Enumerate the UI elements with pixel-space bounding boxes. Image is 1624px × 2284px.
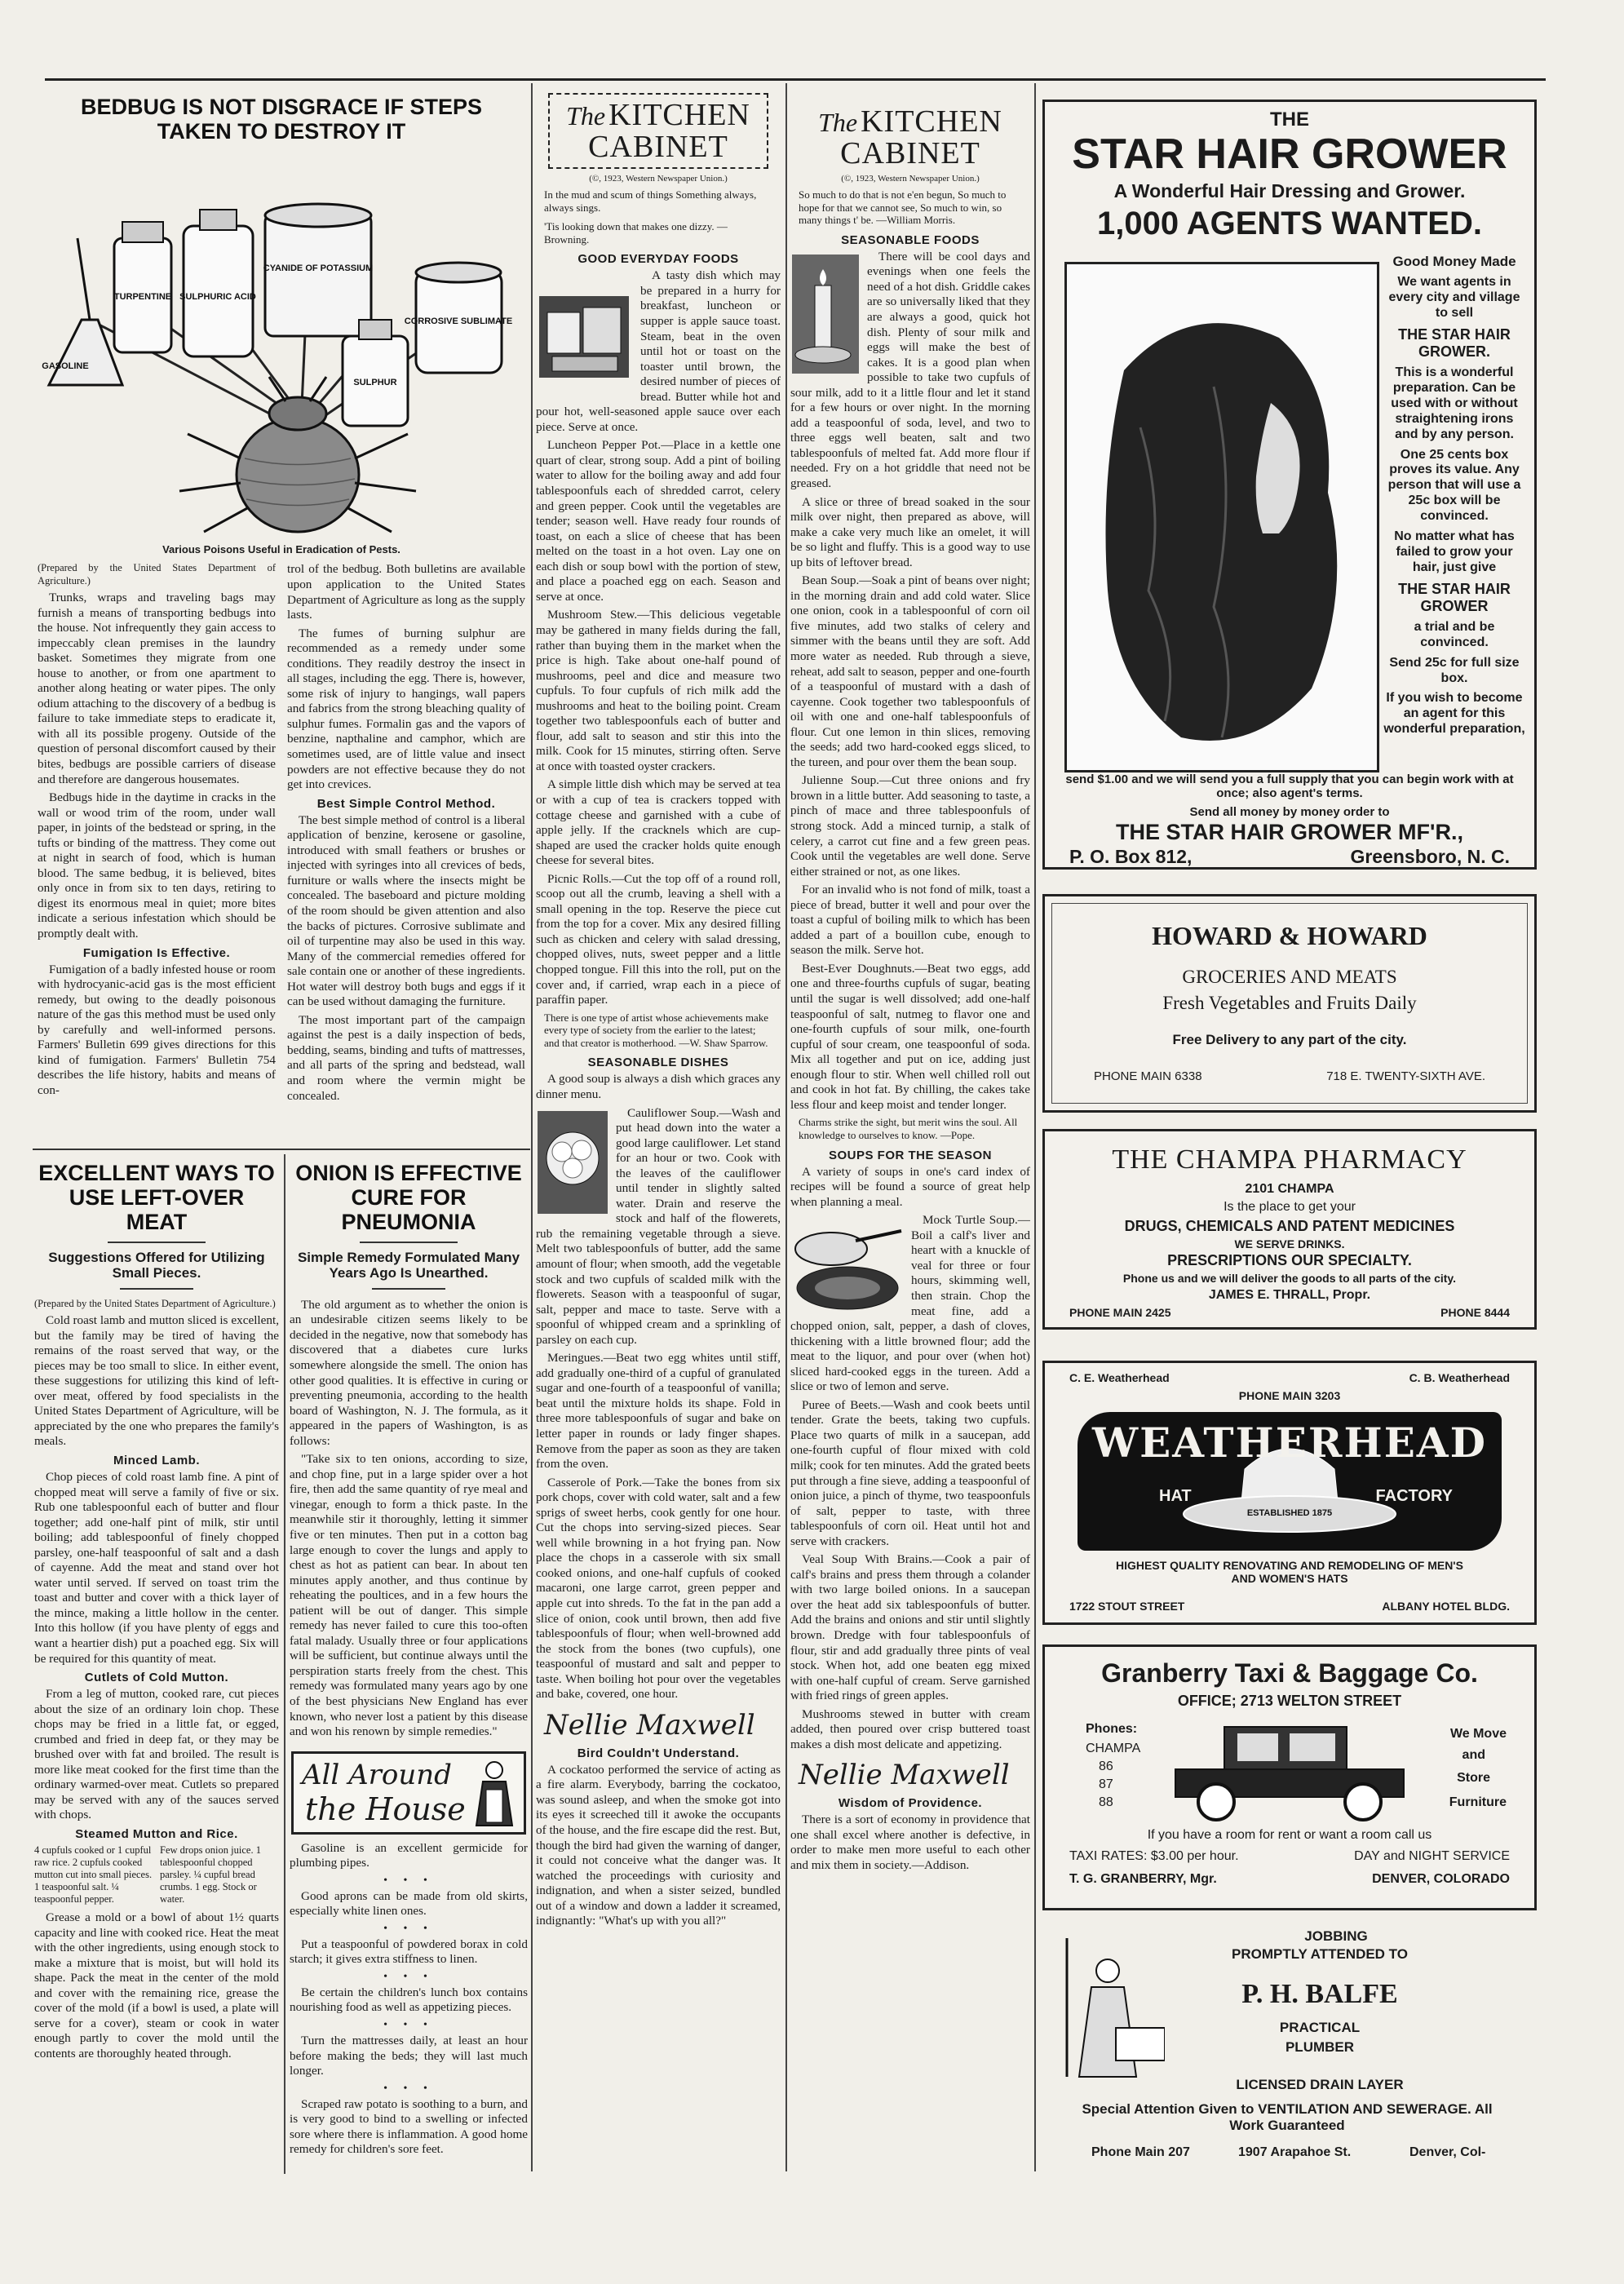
label-sulphur: SULPHUR bbox=[353, 378, 397, 388]
soup-bowl-image bbox=[790, 1216, 905, 1314]
poison-bottles-svg bbox=[33, 148, 530, 540]
star-hair-grower-ad bbox=[1042, 100, 1537, 870]
ad-title: STAR HAIR GROWER bbox=[1072, 131, 1507, 178]
weatherhead-left: C. E. Weatherhead bbox=[1069, 1371, 1170, 1384]
granberry-phone: 86 bbox=[1099, 1759, 1113, 1773]
side-line: Good Money Made bbox=[1392, 254, 1516, 269]
granberry-service: DAY and NIGHT SERVICE bbox=[1354, 1849, 1510, 1863]
kitchen-paragraph: Meringues.—Beat two egg whites until stiff, add gradually one-third of a cupful of granulated sugar and one-fourth of a teaspoonful of vanilla; beat until the mixture holds its shape. Fold in three more tablespoonfuls of sugar and bake on letter paper in rounds or lady finger shapes. Remove from the paper as soon as they are taken from the oven. bbox=[536, 1351, 781, 1472]
champa-phone2: PHONE 8444 bbox=[1440, 1306, 1510, 1319]
tip-separator: • • • bbox=[383, 1922, 434, 1935]
kitchen-paragraph: Bean Soup.—Soak a pint of beans over night; in the morning drain and add cold water. Slice one onion, cook in a tablespoonful of corn oil five minutes, add two stalks of celery and simmer with the beans until they are soft. Add more water as needed. Rub through a sieve, reheat, add salt to season, pepper and one-fourth of a teaspoonful of mustard with a dash of cayenne. Cook together two tablespoonfuls of oil with one and one-half tablespoonfuls of flour. Cut one lemon in thin slices, removing the seeds; add two hard-cooked eggs sliced, to the tureen, and pour over them the bean soup. bbox=[790, 573, 1030, 769]
kitchen-paragraph: Cauliflower Soup.—Wash and put head down into the water a good large cauliflower. Let stand for an hour or two. Cook with the leaves of the cauliflower until tender in slightly salted water. Drain and reserve the stock and half of the flowerets, rub the remaining vegetable through a sieve. Melt two tablespoonfuls of butter, add the same amount of flour; when smooth, add the vegetable stock and two cupfuls of scalded milk with the flowerets. Season with a teaspoonful of sugar, salt, pepper and mace to taste. Serve with a spoonful of whipped cream and a sprinkling of parsley on each cup. bbox=[536, 1105, 781, 1347]
ad-company: THE STAR HAIR GROWER MF'R., bbox=[1116, 820, 1463, 844]
label-turpentine: TURPENTINE bbox=[113, 292, 172, 303]
signature: Nellie Maxwell bbox=[544, 1708, 755, 1742]
woman-portrait-image bbox=[1067, 264, 1377, 770]
granberry-right: Furniture bbox=[1449, 1795, 1507, 1809]
balfe-name: P. H. BALFE bbox=[1241, 1979, 1398, 2009]
bedbug-paragraph: Fumigation of a badly infested house or room with hydrocyanic-acid gas is the most efficient remedy, but owing to the deadly poisonous nature of the gas this method must be used only by carefully and well-informed persons. Farmers' Bulletin 699 gives directions for this kind of fumigation. Farmers' Bulletin 754 describes the life history, habits and means of con- bbox=[38, 962, 276, 1097]
granberry-ad bbox=[1042, 1644, 1537, 1910]
section-heading: SEASONABLE DISHES bbox=[587, 1056, 729, 1070]
kitchen-paragraph: Mushroom Stew.—This delicious vegetable may be gathered in many fields during the fall, rather than buying them in the market when the price is high. Take about one-half pound of mushrooms, peel and dice and measure two cupfuls. To four cupfuls of rich milk add the mushrooms and heat to the boiling point. Cream together two tablespoonfuls each of butter and flour, add salt to season and stir this into the milk. Cook for 15 minutes, stirring often. Serve at once with toasted oyster crackers. bbox=[536, 608, 781, 773]
kitchen-paragraph: A tasty dish which may be prepared in a hurry for breakfast, luncheon or supper is apple sauce toast. Steam, beat in the oven until hot or toast on the toaster until brown, the desired number of pieces of bread. Butter while hot and pour hot, well-seasoned apple sauce over each piece. Serve at once. bbox=[536, 268, 781, 434]
champa-name: THE CHAMPA PHARMACY bbox=[1112, 1144, 1467, 1175]
section-heading: Wisdom of Providence. bbox=[838, 1796, 983, 1811]
bedbug-subhead: Fumigation Is Effective. bbox=[82, 945, 231, 960]
kitchen-paragraph: Best-Ever Doughnuts.—Beat two eggs, add one and three-fourths cupfuls of sugar, beating until the sugar is well dissolved; add one-half teaspoonful of salt, nutmeg to flavor one and one-fourth cupfuls of sour milk, one-fourth cupful of sour cream, one teaspoonful of soda. Mix all together and put on ice, adding just enough flour to stir. When well chilled roll out and cook in hot fat. By chilling, the cakes take less flour and keep moist and tender longer. bbox=[790, 961, 1030, 1112]
bedbug-caption: Various Poisons Useful in Eradication of Pests. bbox=[162, 543, 400, 556]
kitchen-paragraph: A simple little dish which may be served at tea or with a cup of tea is crackers topped with cottage cheese and garnished with a cube of apple jelly. If the cracknels which are cup-shaped are used the cracker holds quite enough cheese for several bites. bbox=[536, 777, 781, 868]
ad-tagline: A Wonderful Hair Dressing and Grower. bbox=[1113, 180, 1466, 201]
kitchen-paragraph: A good soup is always a dish which graces any dinner menu. bbox=[536, 1072, 781, 1101]
tip-separator: • • • bbox=[383, 1874, 434, 1887]
cauliflower-illustration bbox=[536, 1109, 609, 1215]
howard-line3: Free Delivery to any part of the city. bbox=[1172, 1032, 1407, 1047]
kitchen-paragraph: Mushrooms stewed in butter with cream added, then poured over crisp buttered toast makes a dish most delicate and appetizing. bbox=[790, 1706, 1030, 1751]
kitchen-paragraph: For an invalid who is not fond of milk, toast a piece of bread, butter it well and pour over the toast a cupful of boiling milk to which has been added a part of a bouillon cube, enough to season the milk. Serve hot. bbox=[790, 883, 1030, 958]
cauliflower-image bbox=[536, 1109, 609, 1215]
section-heading: Bird Couldn't Understand. bbox=[577, 1746, 740, 1760]
howard-address: 718 E. TWENTY-SIXTH AVE. bbox=[1326, 1069, 1485, 1083]
ad-side-copy bbox=[1383, 254, 1526, 737]
granberry-rates: TAXI RATES: $3.00 per hour. bbox=[1069, 1849, 1239, 1863]
tip-separator: • • • bbox=[383, 1970, 434, 1983]
weatherhead-addr2: ALBANY HOTEL BLDG. bbox=[1382, 1600, 1510, 1613]
kitchen-paragraph: Julienne Soup.—Cut three onions and fry brown in a little butter. Add seasoning to taste, a pinch of mace and three tablespoonfuls of strong stock. Add a minced turnip, a stalk of celery, a carrot cut fine and a few green peas. Cook until the vegetables are well done. Serve either strained or not, as one likes. bbox=[790, 773, 1030, 879]
leftover-subhead-cutlets: Cutlets of Cold Mutton. bbox=[84, 1671, 229, 1685]
house-title-1: All Around bbox=[302, 1758, 452, 1791]
balfe-jobbing: JOBBING bbox=[1304, 1928, 1368, 1944]
bedbug-paragraph: trol of the bedbug. Both bulletins are available upon application to the United States Department of Agriculture as long as the supply lasts. bbox=[287, 562, 525, 622]
kc-the: The bbox=[566, 101, 606, 131]
label-cyanide: CYANIDE OF POTASSIUM bbox=[263, 263, 374, 274]
poem: 'Tis looking down that makes one dizzy. —Browning. bbox=[544, 220, 728, 246]
kitchen-paragraph: A variety of soups in one's card index of recipes will be found a source of great help when planning a meal. bbox=[790, 1164, 1030, 1209]
granberry-city: DENVER, COLORADO bbox=[1372, 1872, 1510, 1886]
ad-city: Greensboro, N. C. bbox=[1350, 846, 1510, 867]
weatherhead-addr1: 1722 STOUT STREET bbox=[1069, 1600, 1185, 1613]
kitchen-cabinet-2 bbox=[790, 83, 1030, 2171]
kitchen-paragraph: A cockatoo performed the service of acting as a fire alarm. Everybody, barring the cockatoo, was sound asleep, and when the smoke got into its eyes it screeched till it awoke the occupants of the house, and the fire escape did the rest. But, though the bird had given the warning of danger, it could not conceive what the danger was. It watched the proceedings with curiosity and indignation, and when a sister seized, bundled out of a window and down a ladder it screamed, indignantly: "What's up with you all?" bbox=[536, 1762, 781, 1928]
poem: In the mud and scum of things Something always, always sings. bbox=[544, 188, 757, 214]
weatherhead-est: ESTABLISHED 1875 bbox=[1246, 1508, 1333, 1518]
leftover-paragraph: Cold roast lamb and mutton sliced is excellent, but the family may be tired of having the remains of the roast served that way, or the pieces may be too small to slice. In either event, these suggestions for utilizing this kind of left-over meat, offered by food specialists in the United States Department of Agriculture, will be appreciated by the one who prepares the family's meals. bbox=[34, 1313, 279, 1449]
bedbug-paragraph: The most important part of the campaign against the pest is a daily inspection of beds, bedding, seams, binding and tufts of mattresses, and all parts of the spring and bedstead, wall and room where the vermin might be concealed. bbox=[287, 1012, 525, 1103]
column-rule bbox=[1034, 83, 1036, 2171]
leftover-credit: (Prepared by the United States Department of Agriculture.) bbox=[34, 1297, 276, 1309]
section-heading: SOUPS FOR THE SEASON bbox=[828, 1148, 993, 1162]
copyright: (©, 1923, Western Newspaper Union.) bbox=[589, 174, 728, 184]
balfe-address: 1907 Arapahoe St. bbox=[1238, 2145, 1352, 2159]
house-tip: Turn the mattresses daily, at least an hour before making the beds; they will last much longer. bbox=[290, 2034, 528, 2078]
kitchen-cabinet-masthead bbox=[548, 93, 768, 169]
kitchen-cabinet-1 bbox=[536, 83, 781, 2171]
onion-paragraph: The old argument as to whether the onion is an undesirable citizen seems likely to be decided in the negative, now that somebody has discovered that a diabetes cure lurks somewhere alongside the smell. The onion has other good qualities. It is effective in curing or preventing pneumonia, according to the health board of Washington, N. J. The formula, as it appeared in the papers of Washington, is as follows: bbox=[290, 1297, 528, 1448]
kitchen-paragraph: Casserole of Pork.—Take the bones from six pork chops, cover with cold water, salt and a few sprigs of sweet herbs, cook gently for one hour. Cut the chops into serving-sized pieces. Sear well while browning in a hot frying pan. Now place the chops in a casserole with six small cooked onions, and one-half cupfuls of cooked macaroni, one large carrot, green pepper and apple cut into shreds. To the fat in the pan add a slice of onion, cook until brown, then add five tablespoonfuls of flour; when well-browned add the stock from the bones (two cupfuls), one teaspoonful of mustard and salt and pepper to taste. When boiling hot pour over the vegetables and bake, covered, one hour. bbox=[536, 1475, 781, 1702]
balfe-title1: PRACTICAL bbox=[1279, 2020, 1361, 2035]
housewife-icon bbox=[467, 1757, 519, 1827]
weatherhead-phone: PHONE MAIN 3203 bbox=[1238, 1389, 1341, 1402]
kitchen-paragraph: Mock Turtle Soup.—Boil a calf's liver and heart with a knuckle of veal for three or four hours, skimming well, then strain. Chop the meat fine, add a chopped onion, salt, pepper, a dash of cloves, thickening with a little browned flour; add the meat to the liquor, and pour over (when hot) sliced hard-cooked eggs in the tureen. Add a slice or two of lemon and serve. bbox=[790, 1213, 1030, 1394]
all-around-house-banner bbox=[291, 1751, 526, 1835]
candle-image bbox=[790, 253, 861, 375]
weatherhead-ad bbox=[1042, 1361, 1537, 1625]
weatherhead-right: C. B. Weatherhead bbox=[1409, 1371, 1510, 1384]
label-sulphuric: SULPHURIC ACID bbox=[179, 292, 256, 303]
ingredients-table bbox=[34, 1844, 279, 1906]
onion-subhead: Simple Remedy Formulated Many Years Ago Is Unearthed. bbox=[297, 1249, 520, 1281]
howard-line2: Fresh Vegetables and Fruits Daily bbox=[1162, 993, 1417, 1013]
onion-article bbox=[290, 1154, 528, 2174]
granberry-right: We Move bbox=[1449, 1727, 1507, 1741]
side-line: Send 25c for full size box. bbox=[1389, 655, 1520, 685]
kitchen-paragraph: There is a sort of economy in providence that one shall excel where another is defective, in order to make men more useful to each other and mix them in society.—Addison. bbox=[790, 1813, 1030, 1873]
champa-prop: JAMES E. THRALL, Propr. bbox=[1208, 1288, 1371, 1302]
bedbug-paragraph: The best simple method of control is a liberal application of benzine, kerosene or gasoline, introduced with small feathers or brushes or injected with syringes into all crevices of beds, furniture or walls where the insects might be concealed. The baseboard and picture molding of the room should be given attention and also the backs of pictures. Corrosive sublimate and oil of turpentine may also be used in this way. Many of the commercial remedies offered for sale contain one or another of these ingredients. Hot water will destroy both bugs and eggs if it can be used without damaging the furniture. bbox=[287, 812, 525, 1009]
kitchen-paragraph: Picnic Rolls.—Cut the top off of a round roll, scoop out all the crumb, leaving a shell with a small opening in the top. Reserve the piece cut from the top for a cover. Mix any desired filling such as chicken and celery with salad dressing, chopped olives, nuts, sweet pepper and a little chopped tongue. Fill this into the roll, put on the cover and, if carried, wrap each in a piece of paraffin paper. bbox=[536, 871, 781, 1007]
balfe-city: Denver, Col- bbox=[1409, 2145, 1486, 2159]
onion-paragraph: "Take six to ten onions, according to size, and chop fine, put in a large spider over a hot fire, then add the same quantity of rye meal and vinegar, enough to form a thick paste. In the meanwhile stir it thoroughly, letting it simmer five or ten minutes. Then put in a cotton bag large enough to cover the lungs and apply to chest as hot as patient can bear. In about ten minutes apply another, and thus continue by reheating the poultices, and in a few hours the patient will be out of danger. This simple remedy has never failed to cure this too-often fatal malady. Usually three or four applications will be sufficient, but continue always until the perspiration starts freely from the chest. This remedy was formulated many years ago by one of the best physicians New England has ever known, who never lost a patient by this disease and won his renown by simple remedies." bbox=[290, 1452, 528, 1739]
side-line: a trial and be convinced. bbox=[1414, 619, 1495, 649]
soup-illustration bbox=[790, 1216, 905, 1314]
champa-line3: WE SERVE DRINKS. bbox=[1234, 1237, 1345, 1250]
kitchen-paragraph: Puree of Beets.—Wash and cook beets until tender. Grate the beets, taking two cupfuls. Place two quarts of milk in a saucepan, add one-fourth cupful of flour mixed with cold milk; cook for ten minutes. Add the grated beets put through a fine sieve, adding a teaspoonful of onion juice, a pinch of thyme, two teaspoonfuls of salt, pepper to taste, with three tablespoonfuls of corn oil. Heat until hot and serve with crackers. bbox=[790, 1397, 1030, 1548]
house-tip: Put a teaspoonful of powdered borax in cold starch; it gives extra stiffness to linen. bbox=[290, 1937, 528, 1967]
howard-name: HOWARD & HOWARD bbox=[1152, 921, 1427, 950]
granberry-phone: CHAMPA bbox=[1086, 1742, 1141, 1755]
taxi-car-icon bbox=[1167, 1720, 1412, 1826]
candle-illustration bbox=[790, 253, 861, 375]
ingredients-left: 4 cupfuls cooked or 1 cupful raw rice. 2 cupfuls cooked mutton cut into small pieces. 1 teaspoonful salt. ¼ teaspoonful pepper. bbox=[34, 1844, 153, 1905]
leftover-article bbox=[34, 1154, 279, 2174]
howard-phone: PHONE MAIN 6338 bbox=[1094, 1069, 1202, 1083]
house-tip: Good aprons can be made from old skirts, especially white linen ones. bbox=[290, 1888, 528, 1919]
champa-pharmacy-ad bbox=[1042, 1129, 1537, 1330]
side-line: This is a wonderful preparation. Can be used with or without straightening irons and by any person. bbox=[1391, 365, 1518, 441]
leftover-subhead: Suggestions Offered for Utilizing Small Pieces. bbox=[48, 1249, 265, 1281]
granberry-right: Store bbox=[1457, 1771, 1490, 1785]
granberry-line1: If you have a room for rent or want a room call us bbox=[1147, 1828, 1432, 1842]
side-line: No matter what has failed to grow your hair, just give bbox=[1394, 529, 1515, 574]
leftover-subhead-minced: Minced Lamb. bbox=[113, 1453, 200, 1467]
side-line: One 25 cents box proves its value. Any person that will use a 25c box will be convinced. bbox=[1387, 447, 1521, 524]
side-line: If you wish to become an agent for this wonderful preparation, bbox=[1383, 691, 1525, 737]
kc-title: CABINET bbox=[840, 136, 980, 170]
bedbug-credit: (Prepared by the United States Department of Agriculture.) bbox=[38, 562, 276, 586]
weatherhead-banner bbox=[1078, 1412, 1502, 1551]
granberry-phones-label: Phones: bbox=[1086, 1722, 1138, 1736]
toast-image bbox=[536, 272, 634, 394]
weatherhead-line1: HIGHEST QUALITY RENOVATING AND REMODELING OF MEN'S AND WOMEN'S HATS bbox=[1116, 1559, 1463, 1585]
champa-num: 2101 CHAMPA bbox=[1245, 1182, 1334, 1196]
bedbug-headline: BEDBUG IS NOT DISGRACE IF STEPS TAKEN TO DESTROY IT bbox=[80, 95, 483, 144]
granberry-phone: 87 bbox=[1099, 1777, 1113, 1791]
column-rule bbox=[785, 83, 787, 2171]
granberry-mgr: T. G. GRANBERRY, Mgr. bbox=[1069, 1872, 1217, 1886]
granberry-right: and bbox=[1462, 1748, 1485, 1762]
woman-portrait bbox=[1064, 262, 1379, 772]
leftover-paragraph: Grease a mold or a bowl of about 1½ quarts capacity and line with cooked rice. Heat the meat with the other ingredients, using enough stock to make a mixture that is moist, but will hold its shape. Pack the meat in the center of the mold and cover with the remaining rice, grease the cover of the mold (if a bowl is used, a plate will serve for a cover), steam or cook in water enough partly to cover the mold until the contents are thoroughly heated through. bbox=[34, 1910, 279, 2060]
bedbug-article bbox=[33, 83, 530, 1148]
balfe-prompt: PROMPTLY ATTENDED TO bbox=[1232, 1946, 1408, 1962]
toast-illustration bbox=[536, 272, 634, 394]
howard-line1: GROCERIES AND MEATS bbox=[1182, 967, 1397, 987]
bedbug-subhead: Best Simple Control Method. bbox=[316, 796, 496, 811]
poem: Charms strike the sight, but merit wins the soul. All knowledge to ourselves to know. —Pope. bbox=[799, 1116, 1018, 1141]
house-tip: Gasoline is an excellent germicide for plumbing pipes. bbox=[290, 1840, 528, 1870]
house-title-2: the House bbox=[305, 1790, 466, 1827]
champa-line4: PRESCRIPTIONS OUR SPECIALTY. bbox=[1167, 1252, 1412, 1268]
kitchen-cabinet-masthead bbox=[790, 106, 1030, 169]
champa-line5: Phone us and we will deliver the goods to all parts of the city. bbox=[1122, 1272, 1457, 1285]
section-heading: GOOD EVERYDAY FOODS bbox=[577, 252, 739, 267]
balfe-ad bbox=[1042, 1922, 1532, 2167]
side-line: THE STAR HAIR GROWER. bbox=[1398, 325, 1511, 360]
weatherhead-hat: HAT bbox=[1159, 1487, 1192, 1505]
kitchen-paragraph: Luncheon Pepper Pot.—Place in a kettle one quart of clear, strong soup. Add a pint of boiling water to allow for the boiling away and add four tablespoonfuls each of shredded carrot, celery and green pepper. Cook until the vegetables are tender; season well. Have ready four rounds of toast, on each a slice of cheese that has been melted on the toast in a hot oven. Lay one on each dish or soup bowl with the portion of stew, and place a poached egg on each. Season and serve at once. bbox=[536, 438, 781, 604]
tip-separator: • • • bbox=[383, 2082, 434, 2095]
section-heading: SEASONABLE FOODS bbox=[841, 232, 980, 247]
section-rule bbox=[33, 1149, 530, 1150]
leftover-subhead-steamed: Steamed Mutton and Rice. bbox=[75, 1827, 238, 1841]
copyright: (©, 1923, Western Newspaper Union.) bbox=[841, 174, 980, 184]
weatherhead-brand: WEATHERHEAD bbox=[1092, 1419, 1487, 1467]
granberry-phone: 88 bbox=[1099, 1795, 1113, 1809]
balfe-phone: Phone Main 207 bbox=[1091, 2145, 1190, 2159]
leftover-headline: EXCELLENT WAYS TO USE LEFT-OVER MEAT bbox=[38, 1161, 275, 1235]
balfe-title2: PLUMBER bbox=[1285, 2039, 1355, 2055]
poem: So much to do that is not e'en begun, So much to hope for that we cannot see, So much to win, so many things t' be. —William Morris. bbox=[799, 188, 1007, 227]
kc-title: KITCHEN bbox=[608, 98, 750, 132]
bedbug-paragraph: Trunks, wraps and traveling bags may furnish a means of transporting bedbugs into the house. Not infrequently they gain access to impeccably clean premises in the laundry basket. Sometimes they migrate from one house to another, or from one apartment to another along heating or water pipes. The only odium attaching to the discovery of a bedbug is failure to take immediate steps to eradicate it, with all its possible progeny. Outside of the question of personal discomfort caused by their bites, bedbugs are possible carriers of disease and therefore are dangerous housemates. bbox=[38, 590, 276, 786]
kitchen-paragraph: A slice or three of bread soaked in the sour milk over night, then prepared as above, will make a cake very much like an omelet, it will be so light and fluffy. This is a good way to use up bits of leftover bread. bbox=[790, 494, 1030, 569]
ad-bottom-1: send $1.00 and we will send you a full supply that you can begin work with at once; also agent's terms. bbox=[1065, 772, 1514, 800]
top-rule bbox=[45, 78, 1546, 81]
ad-box: P. O. Box 812, bbox=[1069, 846, 1193, 867]
house-tip: Scraped raw potato is soothing to a burn, and is very good to bind to a swelling or infected sore where there is inflammation. A good home remedy for children's sore feet. bbox=[290, 2096, 528, 2157]
poisons-illustration bbox=[33, 148, 530, 540]
kc-title: CABINET bbox=[588, 130, 728, 164]
poem: There is one type of artist whose achievements make every type of society from the earlier to the latest; and that creator is motherhood. —W. Shaw Sparrow. bbox=[544, 1011, 769, 1049]
weatherhead-factory: FACTORY bbox=[1375, 1487, 1453, 1505]
ingredients-right: Few drops onion juice. 1 tablespoonful chopped parsley. ¼ cupful bread crumbs. 1 egg. Stock or water. bbox=[160, 1844, 261, 1905]
ad-bottom-2: Send all money by money order to bbox=[1189, 805, 1390, 819]
label-gasoline: GASOLINE bbox=[42, 361, 89, 372]
balfe-drain: LICENSED DRAIN LAYER bbox=[1236, 2077, 1404, 2092]
column-rule bbox=[531, 83, 533, 2171]
kitchen-paragraph: There will be cool days and evenings when one feels the need of a hot dish. Griddle cakes are so universally liked that they are always a good, quick hot dish. Plenty of sour milk and eggs will make the best of cakes. It is a good plan when possible to take two cupfuls of sour milk, add to it a little flour and let it stand for a few hours or over night. In the morning add a teaspoonful of soda, level, and two to three eggs well beaten, salt and two tablespoonfuls of melted fat. Add more flour if needed. Fry on a hot griddle that need not be greased. bbox=[790, 249, 1030, 490]
champa-line2: DRUGS, CHEMICALS AND PATENT MEDICINES bbox=[1124, 1218, 1455, 1234]
granberry-name: Granberry Taxi & Baggage Co. bbox=[1101, 1658, 1478, 1688]
tip-separator: • • • bbox=[383, 2019, 434, 2032]
leftover-paragraph: From a leg of mutton, cooked rare, cut pieces about the size of an ordinary loin chop. These chops may be fried in a little fat, or egged, crumbed and fried in deep fat, or they may be brushed over with fat and broiled. The result is more like meat cooked for the first time than the ordinary warmed-over meat. Cutlets so prepared may be served with any of the sauces served with chops. bbox=[34, 1687, 279, 1822]
house-tip: Be certain the children's lunch box contains nourishing food as well as appetizing pieces. bbox=[290, 1985, 528, 2015]
signature: Nellie Maxwell bbox=[799, 1759, 1010, 1792]
bedbug-paragraph: The fumes of burning sulphur are recommended as a remedy under some conditions. They readily destroy the insect in all stages, including the egg. There is, however, some risk of injury to hangings, wall papers and fabrics from the strong bleaching quality of sulphur fumes. Formalin gas and the vapors of benzine, napthaline and camphor, which are sometimes used, are of little value and insect powders are not effective because they do not get into crevices. bbox=[287, 626, 525, 792]
side-line: We want agents in every city and village to sell bbox=[1388, 275, 1520, 320]
howard-ad bbox=[1042, 894, 1537, 1113]
column-rule bbox=[284, 1154, 285, 2174]
bedbug-paragraph: Bedbugs hide in the daytime in cracks in the wall or wood trim of the room, under wall paper, in joints of the bedstead or spring, in the tufts or binding of the mattress. They come out at night in search of food, which is human blood. The same bedbug, it is believed, bites only once in from six to ten days, retiring to digest its enormous meal in quiet; more bites indicate a serious infestation which should be promptly dealt with. bbox=[38, 790, 276, 941]
ad-agents: 1,000 AGENTS WANTED. bbox=[1097, 206, 1482, 241]
champa-line1: Is the place to get your bbox=[1224, 1200, 1356, 1214]
label-corrosive: CORROSIVE SUBLIMATE bbox=[404, 316, 513, 327]
kc-title: KITCHEN bbox=[861, 104, 1002, 139]
balfe-special: Special Attention Given to VENTILATION AND SEWERAGE. All Work Guaranteed bbox=[1082, 2101, 1493, 2133]
kitchen-paragraph: Veal Soup With Brains.—Cook a pair of calf's brains and press them through a colander with two large boiled onions. In a saucepan over the heat add six tablespoonfuls of butter. Add the brains and onions and stir until slightly brown. Dredge with four tablespoonfuls of flour, stir and add gradually three pints of veal stock. When hot, add one beaten egg mixed with one-half cupful of cream. Serve garnished with fried rings of green apples. bbox=[790, 1552, 1030, 1703]
kc-the: The bbox=[818, 108, 858, 137]
ad-the: THE bbox=[1270, 108, 1309, 131]
leftover-paragraph: Chop pieces of cold roast lamb fine. A pint of chopped meat will serve a family of five or six. Rub one tablespoonful each of butter and flour together; add one-half pint of milk, stir until boiling; add tablespoonful of finely chopped parsley, one-half teaspoonful of salt and a dash of cayenne. Add the meat and stand over hot water until served. If served on toast trim the toast and butter and cover with a thick layer of the mince, making a little hollow in the center. Into this hollow (if you have plenty of eggs and want a heartier dish) put a poached egg. Six will be required for this quantity of meat. bbox=[34, 1469, 279, 1666]
side-line: THE STAR HAIR GROWER bbox=[1398, 580, 1511, 614]
granberry-office: OFFICE; 2713 WELTON STREET bbox=[1177, 1693, 1402, 1709]
champa-phone1: PHONE MAIN 2425 bbox=[1069, 1306, 1171, 1319]
onion-headline: ONION IS EFFECTIVE CURE FOR PNEUMONIA bbox=[295, 1161, 522, 1235]
